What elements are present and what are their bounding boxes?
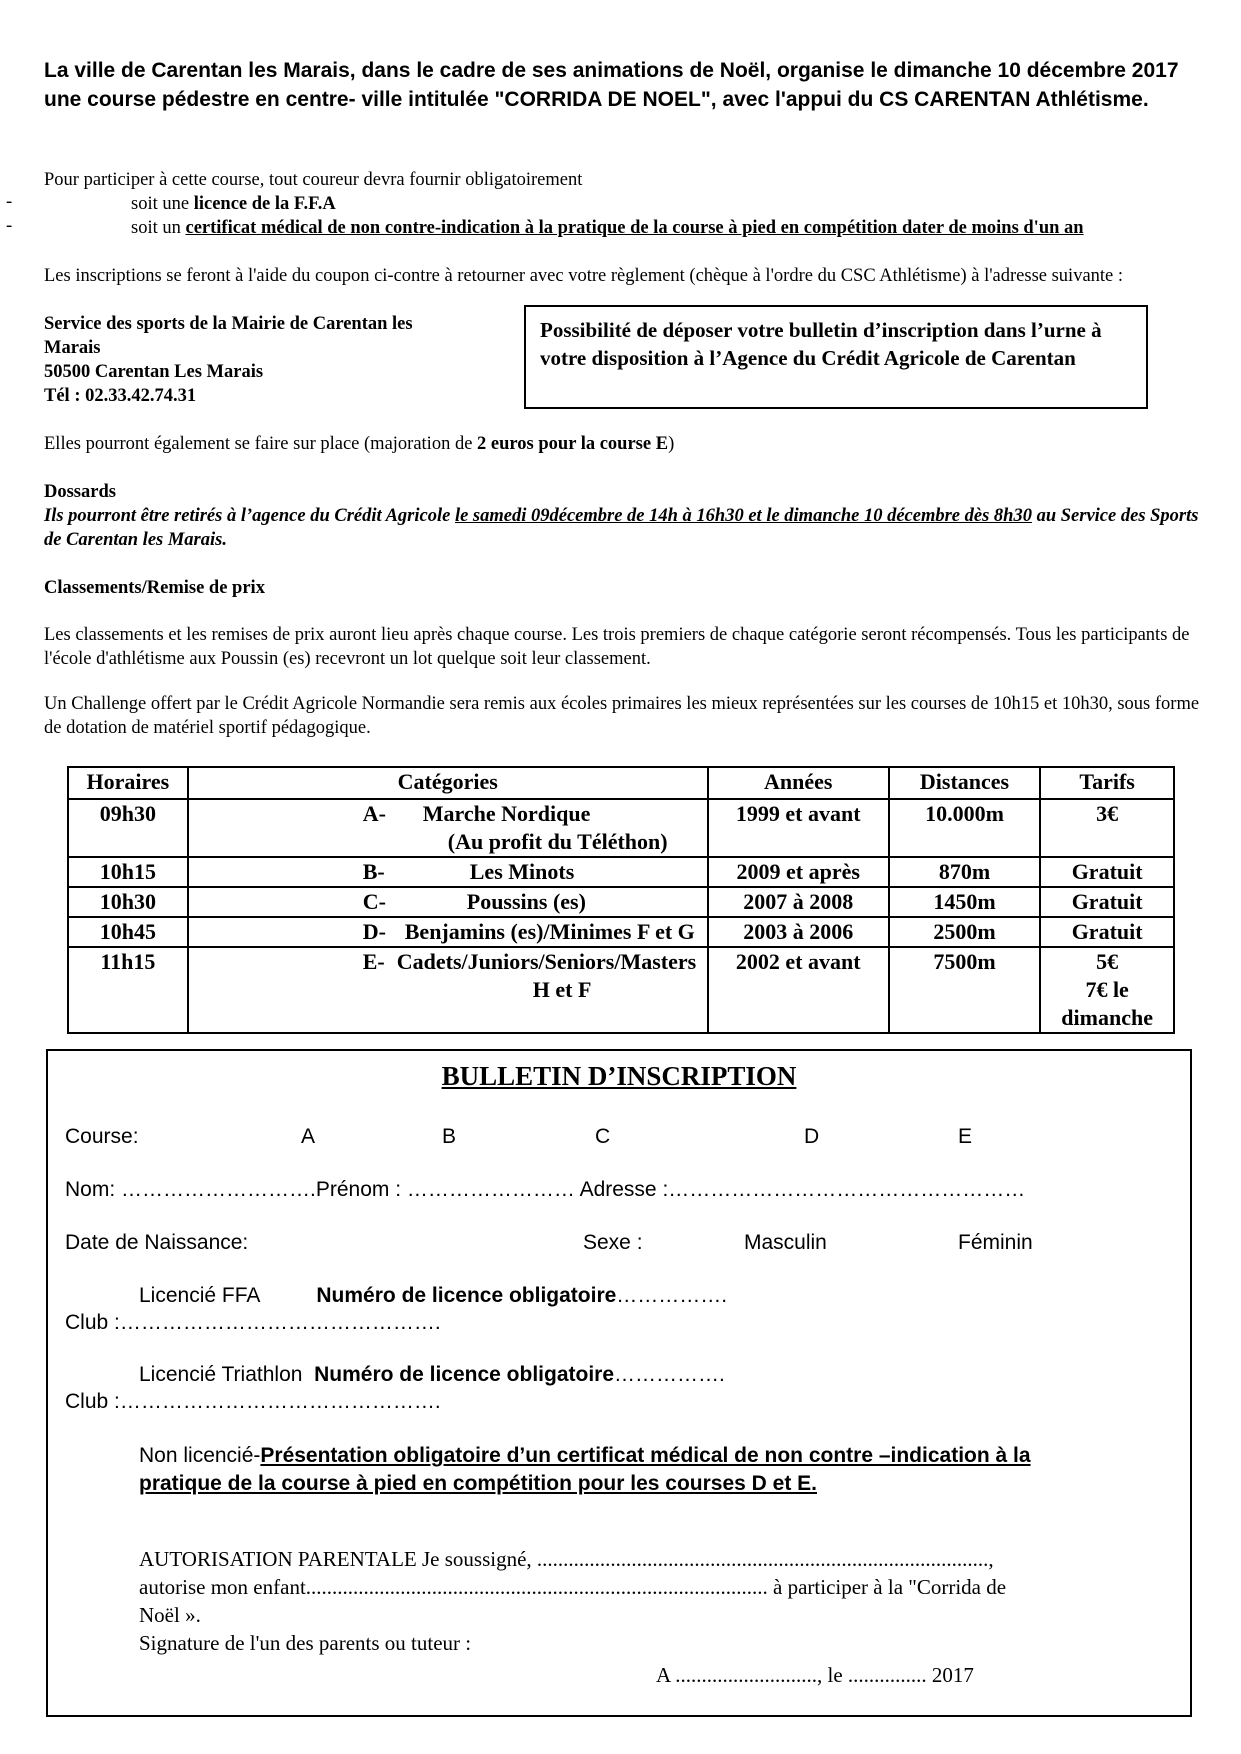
licencie-triathlon-line[interactable] [139,1361,725,1389]
sexe-feminin[interactable]: Féminin [958,1231,1033,1254]
row-b-horaire: 10h15 [68,857,188,887]
intro-paragraph: La ville de Carentan les Marais, dans le cadre de ses animations de Noël, organise le dimanche 10 décembre 2017 une course pédestre en centre- ville intitulée "CORRIDA DE NOEL", avec l'appui du CS CARENTAN Athlétisme. [44,59,1179,111]
licencie-ffa-label: Licencié FFA [139,1284,261,1307]
row-d-horaire: 10h45 [68,917,188,947]
row-c-horaire: 10h30 [68,887,188,917]
club-triathlon-field[interactable]: Club :………………………………………. [65,1390,441,1413]
row-e-tarif1: 5€ [1096,949,1119,974]
inscriptions-text: Les inscriptions se feront à l'aide du coupon ci-contre à retourner avec votre règlement (chèque à l'ordre du CSC Athlétisme) à l'adresse suivante : [44,266,1124,286]
row-e-cat2: H et F [532,977,592,1002]
certificat-line-1: Présentation obligatoire d’un certificat médical de non contre –indication à la [260,1444,1031,1467]
course-option-b[interactable]: B [442,1125,457,1148]
triathlon-numero-licence: Numéro de licence obligatoire [314,1363,615,1386]
row-d-distance: 2500m [889,917,1041,947]
address-phone: Tél : 02.33.42.74.31 [44,386,197,406]
surplace-majoration: 2 euros pour la course E [477,434,669,454]
row-e-tarif2: 7€ le [1085,977,1129,1002]
row-e-annees: 2002 et avant [708,947,889,1033]
row-c-cat1: Poussins (es) [466,889,586,914]
row-c-distance: 1450m [889,887,1041,917]
non-licencie-label: Non licencié- [139,1444,261,1467]
categories-table [67,766,1175,1034]
club-ffa-field[interactable]: Club :………………………………………. [65,1311,441,1334]
row-e-distance: 7500m [889,947,1041,1033]
course-option-c[interactable]: C [595,1125,611,1148]
participation-item-1 [131,192,336,216]
row-d-categorie [188,917,708,947]
header-tarifs: Tarifs [1040,767,1174,799]
bulletin-inscription [46,1049,1192,1717]
row-c-categorie [188,887,708,917]
header-horaires: Horaires [68,767,188,799]
nom-prenom-adresse-line[interactable] [65,1176,1025,1204]
row-c-tarif: Gratuit [1040,887,1174,917]
surplace-prefix: Elles pourront également se faire sur place (majoration de [44,434,478,454]
dossards-t3: au Service des Sports de Carentan les Marais. [44,506,1199,550]
depot-box: Possibilité de déposer votre bulletin d’inscription dans l’urne à votre disposition à l’Agence du Crédit Agricole de Carentan [524,305,1148,409]
row-a-horaire: 09h30 [68,799,188,857]
row-e-letter: E- [362,949,385,974]
dossards-dates: le samedi 09décembre de 14h à 16h30 et le dimanche 10 décembre dès 8h30 [454,506,1032,526]
row-b-letter: B- [362,859,385,884]
classements-p2: Un Challenge offert par le Crédit Agricole Normandie sera remis aux écoles primaires les mieux représentées sur les courses de 10h15 et 10h30, sous forme de dotation de matériel sportif pédagogique. [44,694,1200,738]
dossards-title: Dossards [44,482,116,502]
row-e-tarif [1040,947,1174,1033]
address-line-3: 50500 Carentan Les Marais [44,362,264,382]
dash-2: - [6,216,13,236]
autorisation-line-3: Noël ». [139,1603,201,1627]
row-b-cat1: Les Minots [469,859,575,884]
row-a-tarif: 3€ [1040,799,1174,857]
surplace-text [44,432,674,456]
autorisation-line-2[interactable]: autorise mon enfant........................................................................................ à participer à la "Corrida de [139,1575,1007,1599]
dossards-text [44,504,1214,552]
course-option-e[interactable]: E [958,1125,973,1148]
classements-title: Classements/Remise de prix [44,578,265,598]
sexe-label: Sexe : [583,1231,643,1254]
lieu-date-field[interactable]: A ..........................., le ............... 2017 [656,1663,974,1687]
row-e-cat1: Cadets/Juniors/Seniors/Masters [396,949,697,974]
triathlon-licence-dots[interactable]: ……………. [614,1363,725,1386]
row-c-letter: C- [362,889,386,914]
row-a-annees: 1999 et avant [708,799,889,857]
table-row [68,947,1174,1033]
licencie-triathlon-label: Licencié Triathlon [139,1363,303,1386]
adresse-field[interactable]: Adresse :…………………………………………… [579,1178,1026,1201]
non-licencie-line [139,1442,1031,1470]
row-e-tarif3: dimanche [1061,1005,1153,1030]
row-b-tarif: Gratuit [1040,857,1174,887]
nom-field[interactable]: Nom: ………………………. [65,1178,316,1201]
item1-prefix: soit une [131,194,194,214]
row-d-cat1: Benjamins (es)/Minimes F et G [404,919,695,944]
course-option-d[interactable]: D [804,1125,820,1148]
surplace-suffix: ) [668,434,675,454]
bulletin-title: BULLETIN D’INSCRIPTION [441,1061,797,1091]
row-e-horaire: 11h15 [68,947,188,1033]
table-row [68,857,1174,887]
header-distances: Distances [889,767,1041,799]
address-line-1: Service des sports de la Mairie de Carentan les [44,314,413,334]
course-option-a[interactable]: A [301,1125,316,1148]
course-label: Course: [65,1125,139,1148]
row-d-annees: 2003 à 2006 [708,917,889,947]
header-categories: Catégories [188,767,708,799]
item1-licence: licence de la F.F.A [193,194,336,214]
dash-1: - [6,192,13,212]
header-annees: Années [708,767,889,799]
certificat-line-2: pratique de la course à pied en compétition pour les courses D et E. [139,1472,817,1495]
row-b-annees: 2009 et après [708,857,889,887]
sexe-masculin[interactable]: Masculin [744,1231,827,1254]
row-a-categorie [188,799,708,857]
item2-prefix: soit un [131,218,186,238]
classements-p1: Les classements et les remises de prix auront lieu après chaque course. Les trois premiers de chaque catégorie seront récompensés. Tous les participants de l'école d'athlétisme aux Poussin (es) recevront un lot quelque soit leur classement. [44,625,1190,669]
participation-lead: Pour participer à cette course, tout coureur devra fournir obligatoirement [44,170,583,190]
row-a-cat2: (Au profit du Téléthon) [447,829,668,854]
signature-label: Signature de l'un des parents ou tuteur : [139,1631,472,1655]
row-b-distance: 870m [889,857,1041,887]
ffa-licence-dots[interactable]: ……………. [616,1284,728,1307]
row-d-letter: D- [362,919,386,944]
row-e-categorie [188,947,708,1033]
licencie-ffa-line[interactable] [139,1282,727,1310]
table-row [68,887,1174,917]
row-a-cat1: Marche Nordique [422,801,591,826]
participation-item-2 [131,216,1084,240]
table-row [68,799,1174,857]
item2-certificat: certificat médical de non contre-indication à la pratique de la course à pied en compétition dater de moins d'un an [185,218,1084,238]
row-a-letter: A- [362,801,386,826]
dossards-t1: Ils pourront être retirés à l’agence du Crédit Agricole [44,506,455,526]
row-a-distance: 10.000m [889,799,1041,857]
autorisation-line-1[interactable]: AUTORISATION PARENTALE Je soussigné, ......................................................................................, [139,1547,994,1571]
table-header-row [68,767,1174,799]
address-line-2: Marais [44,338,101,358]
row-c-annees: 2007 à 2008 [708,887,889,917]
table-row [68,917,1174,947]
row-b-categorie [188,857,708,887]
date-naissance-field[interactable]: Date de Naissance: [65,1231,249,1254]
prenom-field[interactable]: Prénom : …………………… [315,1178,575,1201]
ffa-numero-licence: Numéro de licence obligatoire [316,1284,617,1307]
row-d-tarif: Gratuit [1040,917,1174,947]
